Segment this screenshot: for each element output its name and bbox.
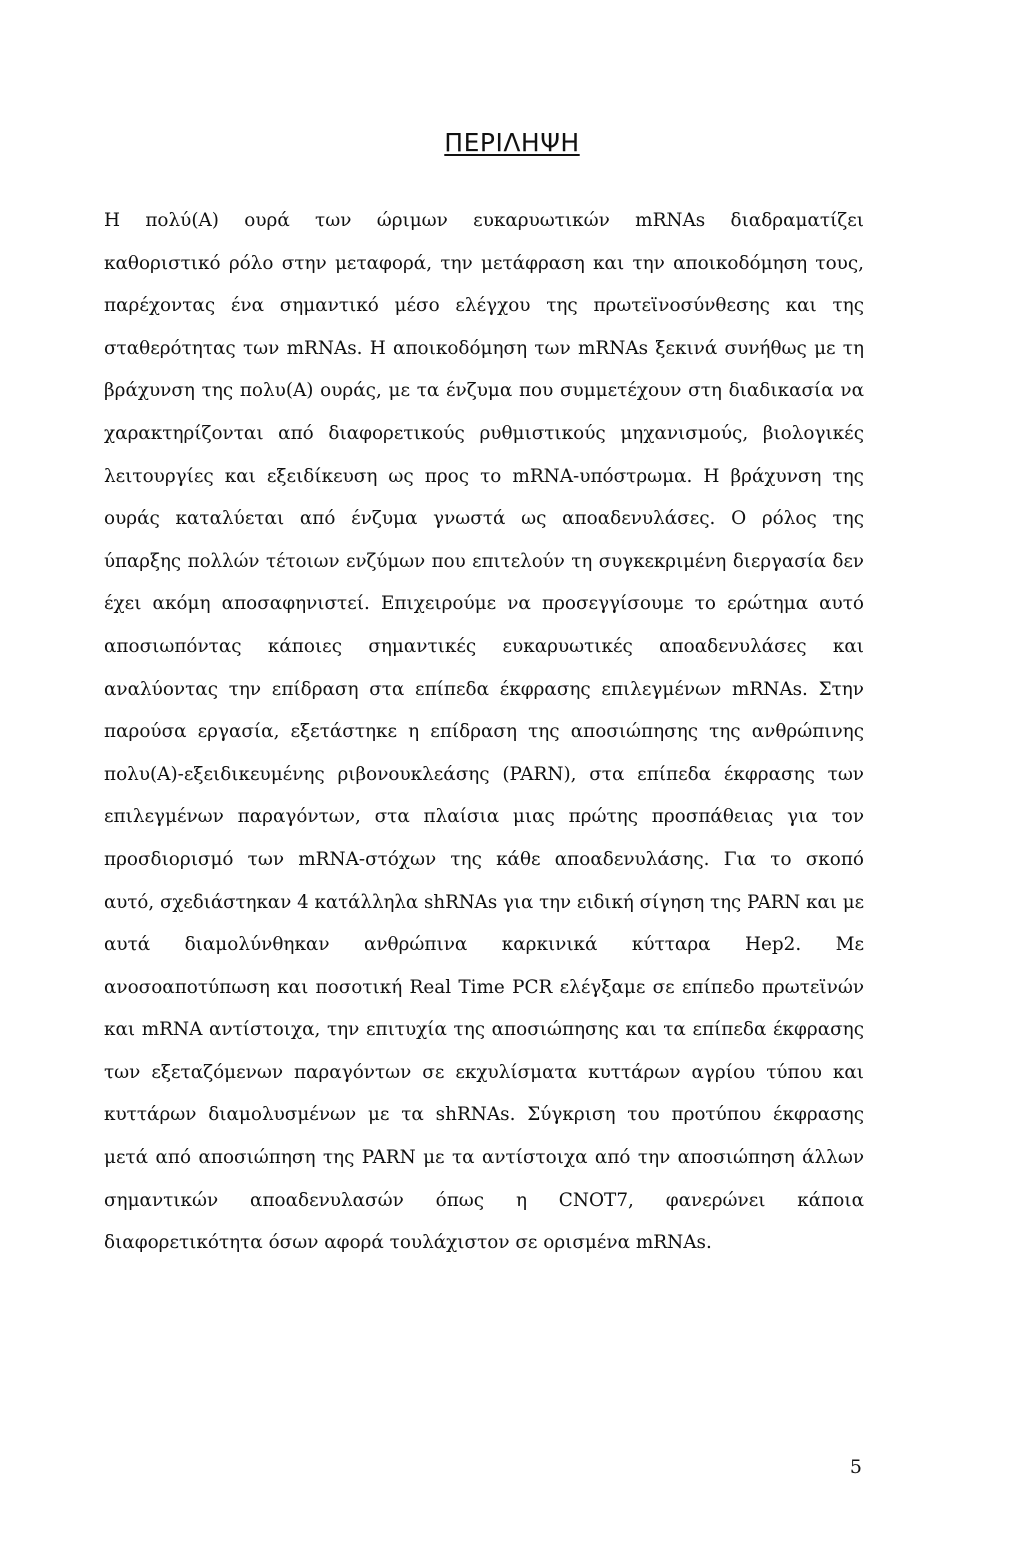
page-number: 5 bbox=[849, 1456, 862, 1478]
text-line: αυτά διαμολύνθηκαν ανθρώπινα καρκινικά κύτταρα Hep2. Με bbox=[104, 934, 864, 956]
text-line: αναλύοντας την επίδραση στα επίπεδα έκφρασης επιλεγμένων mRNAs. Στην bbox=[104, 678, 864, 700]
page-title: ΠΕΡΙΛΗΨΗ bbox=[444, 128, 580, 157]
text-line: παρούσα εργασία, εξετάστηκε η επίδραση της αποσιώπησης της ανθρώπινης bbox=[104, 721, 864, 743]
text-line: αποσιωπόντας κάποιες σημαντικές ευκαρυωτικές αποαδενυλάσες και bbox=[104, 635, 864, 657]
text-line: προσδιορισμό των mRNA-στόχων της κάθε αποαδενυλάσης. Για το σκοπό bbox=[104, 848, 864, 870]
text-line: ουράς καταλύεται από ένζυμα γνωστά ως αποαδενυλάσες. Ο ρόλος της bbox=[104, 508, 864, 530]
text-line: πολυ(Α)-εξειδικευμένης ριβονουκλεάσης (PARN), στα επίπεδα έκφρασης των bbox=[104, 763, 864, 785]
text-line: κυττάρων διαμολυσμένων με τα shRNAs. Σύγκριση του προτύπου έκφρασης bbox=[104, 1104, 864, 1126]
text-line: βράχυνση της πολυ(Α) ουράς, με τα ένζυμα που συμμετέχουν στη διαδικασία να bbox=[104, 380, 864, 402]
text-line: μετά από αποσιώπηση της PARN με τα αντίστοιχα από την αποσιώπηση άλλων bbox=[104, 1147, 864, 1169]
text-line: επιλεγμένων παραγόντων, στα πλαίσια μιας πρώτης προσπάθειας για τον bbox=[104, 806, 864, 828]
text-line: αυτό, σχεδιάστηκαν 4 κατάλληλα shRNAs για την ειδική σίγηση της PARN και με bbox=[104, 891, 864, 913]
text-line: καθοριστικό ρόλο στην μεταφορά, την μετάφραση και την αποικοδόμηση τους, bbox=[104, 252, 864, 274]
text-line: σημαντικών αποαδενυλασών όπως η CNOT7, φανερώνει κάποια bbox=[104, 1189, 864, 1211]
abstract-paragraph bbox=[104, 200, 864, 1265]
text-line: παρέχοντας ένα σημαντικό μέσο ελέγχου της πρωτεϊνοσύνθεσης και της bbox=[104, 295, 864, 317]
text-line: χαρακτηρίζονται από διαφορετικούς ρυθμιστικούς μηχανισμούς, βιολογικές bbox=[104, 422, 864, 444]
text-line: Η πολύ(Α) ουρά των ώριμων ευκαρυωτικών mRNAs διαδραματίζει bbox=[104, 210, 864, 231]
text-line: και mRNA αντίστοιχα, την επιτυχία της αποσιώπησης και τα επίπεδα έκφρασης bbox=[104, 1019, 864, 1041]
text-line: λειτουργίες και εξειδίκευση ως προς το mRNA-υπόστρωμα. Η βράχυνση της bbox=[104, 465, 864, 487]
text-line: των εξεταζόμενων παραγόντων σε εκχυλίσματα κυττάρων αγρίου τύπου και bbox=[104, 1061, 864, 1083]
text-line: ανοσοαποτύπωση και ποσοτική Real Time PCR ελέγξαμε σε επίπεδο πρωτεϊνών bbox=[104, 976, 864, 998]
text-line: διαφορετικότητα όσων αφορά τουλάχιστον σε ορισμένα mRNAs. bbox=[104, 1232, 712, 1254]
text-line: σταθερότητας των mRNAs. Η αποικοδόμηση των mRNAs ξεκινά συνήθως με τη bbox=[104, 337, 864, 359]
text-line: έχει ακόμη αποσαφηνιστεί. Επιχειρούμε να προσεγγίσουμε το ερώτημα αυτό bbox=[104, 593, 864, 615]
text-line: ύπαρξης πολλών τέτοιων ενζύμων που επιτελούν τη συγκεκριμένη διεργασία δεν bbox=[104, 550, 864, 572]
